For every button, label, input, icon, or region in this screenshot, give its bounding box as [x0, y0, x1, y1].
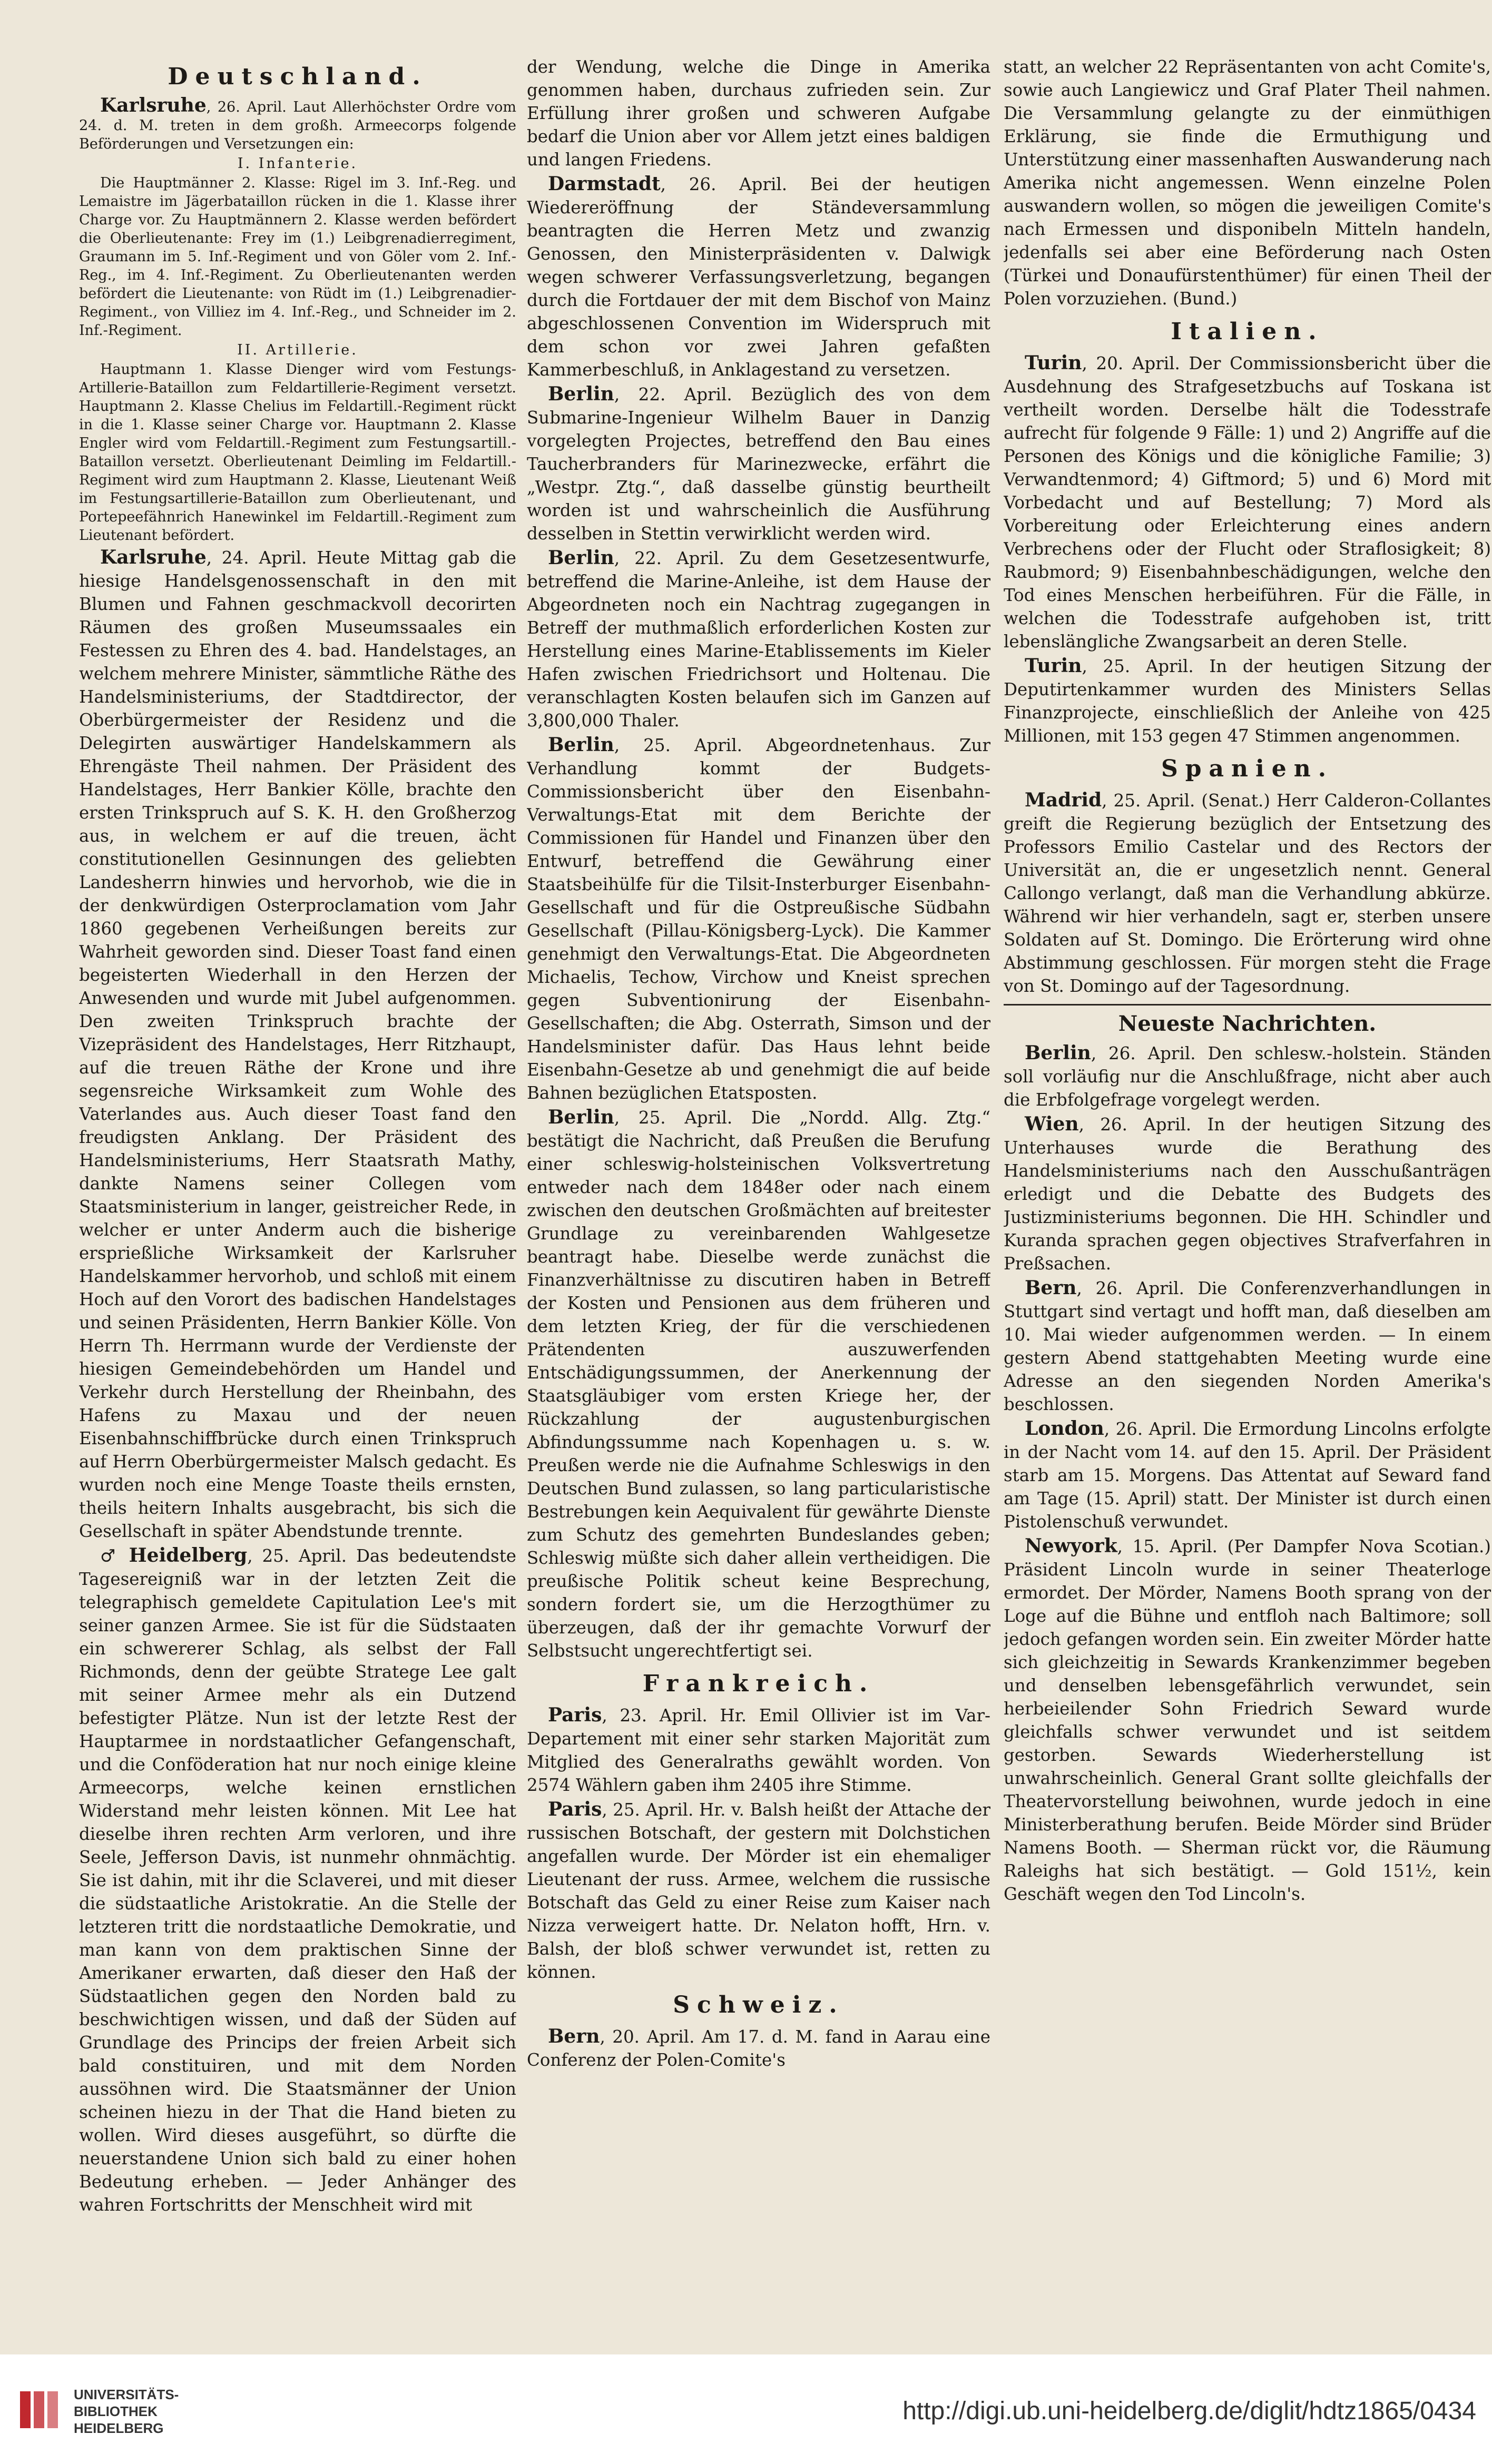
column-1 — [79, 55, 516, 2278]
article-berlin-latest: Berlin, 26. April. Den schlesw.-holstein. Ständen soll vorläufig nur die Anschlußfrage, nicht aber auch die Erbfolgefrage vorgelegt werden. — [1004, 1042, 1491, 1110]
article-paris-1: Paris, 23. April. Hr. Emil Ollivier ist im Var-Departement mit einer sehr starken Majorität zum Mitglied des Generalraths gewählt worden. Von 2574 Wählern gaben ihm 2405 ihre Stimme. — [527, 1704, 990, 1795]
article-bern-continuation: statt, an welcher 22 Repräsentanten von acht Comite's, sowie auch Langiewicz und Graf Plater Theil nahmen. Die Versammlung gelangte zu der einmüthigen Erklärung, sie finde die Ermuthigung und Unterstützung einer massenhaften Auswanderung nach Amerika nicht angemessen. Wenn einzelne Polen auswandern wollen, so mögen die jeweiligen Comite's nach Ermessen und disponibeln Mitteln handeln, jedenfalls sei aber eine Beförderung nach Osten (Türkei und Donaufürstenthümer) für einen Theil der Polen vorzuziehen. (Bund.) — [1004, 57, 1491, 309]
article-turin-2: Turin, 25. April. In der heutigen Sitzung der Deputirtenkammer wurden des Ministers Sellas Finanzprojecte, einschließlich der Anleihe von 425 Millionen, mit 153 gegen 47 Stimmen angenommen. — [1004, 655, 1491, 746]
dateline: Bern — [548, 2025, 600, 2047]
dateline: Berlin — [548, 734, 614, 756]
article-berlin-3: Berlin, 25. April. Abgeordnetenhaus. Zur Verhandlung kommt der Budgets-Commissionsbericht über den Eisenbahn-Verwaltungs-Etat mit dem Berichte der Commissionen für Handel und Finanzen über den Entwurf, betreffend die Gewährung einer Staatsbeihülfe für die Tilsit-Insterburger Eisenbahn-Gesellschaft und für die Ostpreußische Südbahn Gesellschaft (Pillau-Königsberg-Lyck). Die Kammer genehmigt den Verwaltungs-Etat. Die Abgeordneten Michaelis, Techow, Virchow und Kneist sprechen gegen Subventionirung der Eisenbahn-Gesellschaften; die Abg. Osterrath, Simson und der Handelsminister dafür. Das Haus lehnt beide Eisenbahn-Gesetze ab und genehmigt die auf beide Bahnen bezüglichen Etatsposten. — [527, 734, 990, 1103]
section-heading-frankreich: Frankreich. — [642, 1670, 875, 1697]
article-london: London, 26. April. Die Ermordung Lincolns erfolgte in der Nacht vom 14. auf den 15. April. Der Präsident starb am 15. Morgens. Das Attentat auf Seward fand am Tage (15. April) statt. Der Minister ist durch einen Pistolenschuß verwundet. — [1004, 1417, 1491, 1532]
section-heading-deutschland: Deutschland. — [168, 63, 428, 90]
dateline: Bern — [1025, 1277, 1077, 1299]
article-karlsruhe-1: Karlsruhe, 26. April. Laut Allerhöchster Ordre vom 24. d. M. treten in dem großh. Armeecorps folgende Beförderungen und Versetzungen ein: — [79, 94, 516, 152]
dateline: Madrid — [1025, 789, 1102, 811]
dateline: Turin — [1025, 655, 1082, 677]
article-continuation: der Wendung, welche die Dinge in Amerika genommen haben, durchaus zufrieden sein. Zur Erfüllung ihrer großen und schweren Aufgabe bedarf die Union aber vor Allem jetzt eines baldigen und langen Friedens. — [527, 57, 990, 170]
dateline: Karlsruhe — [100, 94, 207, 116]
dateline: Berlin — [548, 547, 614, 569]
column-2 — [527, 55, 990, 2278]
article-wien: Wien, 26. April. In der heutigen Sitzung des Unterhauses wurde die Berathung des Handelsministeriums nach den Ausschußanträgen erledigt und die Debatte des Budgets des Justizministeriums begonnen. Die HH. Schindler und Kuranda sprachen gegen objectives Strafverfahren in Preßsachen. — [1004, 1113, 1491, 1274]
dateline: Paris — [548, 1704, 602, 1726]
library-name: UNIVERSITÄTS- BIBLIOTHEK HEIDELBERG — [74, 2387, 179, 2436]
dateline: Paris — [548, 1798, 602, 1820]
dateline: Newyork — [1025, 1535, 1117, 1557]
article-karlsruhe-1-artillerie: Hauptmann 1. Klasse Dienger wird vom Festungs-Artillerie-Bataillon zum Feldartillerie-Regiment versetzt. Hauptmann 2. Klasse Chelius im Feldartill.-Regiment rückt in die 1. Klasse seiner Charge vor. Hauptmann 2. Klasse Engler wird vom Feldartill.-Regiment zum Festungsartill.-Bataillon versetzt. Oberlieutenant Deimling im Feldartill.-Regiment wird zum Hauptmann 2. Klasse, Lieutenant Weiß im Festungsartillerie-Bataillon zum Oberlieutenant, und Portepeefähnrich Hanewinkel im Feldartill.-Regiment zum Lieutenant befördert. — [79, 361, 516, 544]
dateline: Berlin — [548, 383, 614, 405]
article-turin-1: Turin, 20. April. Der Commissionsbericht über die Ausdehnung des Strafgesetzbuchs auf Toskana ist vertheilt worden. Derselbe hält die Todesstrafe aufrecht für folgende 9 Fälle: 1) und 2) Angriffe auf die Personen des Königs und die königliche Familie; 3) Verwandtenmord; 4) Giftmord; 5) und 6) Mord mit Vorbedacht und auf Bestellung; 7) Mord als Vorbereitung oder Erleichterung eines andern Verbrechens oder der Flucht oder Straflosigkeit; 8) Raubmord; 9) Eisenbahnbeschädigungen, welche den Tod eines Menschen herbeiführen. Für die Fälle, in welchen die Todesstrafe aufgehoben ist, tritt lebenslängliche Zwangsarbeit an deren Stelle. — [1004, 352, 1491, 652]
dateline: Turin — [1025, 352, 1082, 374]
section-heading-spanien: Spanien. — [1161, 755, 1334, 782]
dateline: Darmstadt — [548, 173, 661, 195]
subheading-artillerie: II. Artillerie. — [237, 342, 358, 358]
subheading-infanterie: I. Infanterie. — [237, 155, 358, 172]
dateline: London — [1025, 1417, 1104, 1440]
dateline: Heidelberg — [129, 1544, 248, 1566]
article-berlin-4: Berlin, 25. April. Die „Nordd. Allg. Ztg.“ bestätigt die Nachricht, daß Preußen die Berufung einer schleswig-holsteinischen Volksvertretung entweder nach dem 1848er oder nach einem zwischen den deutschen Großmächten auf breitester Grundlage zu vereinbarenden Wahlgesetze beantragt habe. Dieselbe werde zunächst die Finanzverhältnisse zu discutiren haben in Betreff der Kosten und Pensionen aus dem früheren und dem letzten Krieg, der für die verschiedenen Prätendenten auszuwerfenden Entschädigungssummen, der Anerkennung der Staatsgläubiger vom ersten Kriege her, der Rückzahlung der augustenburgischen Abfindungssumme nach Kopenhagen u. s. w. Preußen werde nie die Aufnahme Schleswigs in den Deutschen Bund zulassen, so lang particularistische Bestrebungen kein Aequivalent für gewährte Dienste zum Schutz des gemehrten Bundeslandes geben; Schleswig müßte sich daher allein vertheidigen. Die preußische Politik scheut keine Besprechung, sondern fordert sie, um die Herzogthümer zu überzeugen, daß der ihr gemachte Vorwurf der Selbstsucht ungerechtfertigt sei. — [527, 1106, 990, 1661]
article-berlin-1: Berlin, 22. April. Bezüglich des von dem Submarine-Ingenieur Wilhelm Bauer in Danzig vorgelegten Projectes, betreffend den Bau eines Taucherbranders für Marinezwecke, erfährt die „Westpr. Ztg.“, daß dasselbe günstig beurtheilt worden ist und wahrscheinlich die Ausführung desselben in Stettin verwirklicht werden wird. — [527, 383, 990, 544]
dateline: Berlin — [1025, 1042, 1091, 1064]
correspondent-mark: ♂ — [100, 1546, 120, 1566]
dateline: Berlin — [548, 1106, 614, 1128]
article-darmstadt: Darmstadt, 26. April. Bei der heutigen Wiedereröffnung der Ständeversammlung beantragten die Herren Metz und zwanzig Genossen, den Ministerpräsidenten v. Dalwigk wegen schwerer Verfassungsverletzung, begangen durch die Fortdauer der mit dem Bischof von Mainz abgeschlossenen Convention im Widerspruch mit dem schon vor zwei Jahren gefaßten Kammerbeschluß, in Anklagestand zu versetzen. — [527, 173, 990, 380]
article-paris-2: Paris, 25. April. Hr. v. Balsh heißt der Attache der russischen Botschaft, der gestern mit Dolchstichen angefallen wurde. Der Mörder ist ein ehemaliger Lieutenant der russ. Armee, welchem die russische Botschaft das Geld zu einer Reise zum Kaiser nach Nizza verweigert hatte. Dr. Nelaton hofft, Hrn. v. Balsh, der bloß schwer verwundet ist, retten zu können. — [527, 1798, 990, 1982]
dateline: Wien — [1025, 1113, 1079, 1135]
section-heading-neueste-nachrichten: Neueste Nachrichten. — [1004, 1004, 1491, 1037]
article-bern-2: Bern, 26. April. Die Conferenzverhandlungen in Stuttgart sind vertagt und hofft man, daß dieselben am 10. Mai wieder aufgenommen werden. — In einem gestern Abend stattgehabten Meeting wurde eine Adresse an den siegenden Norden Amerika's beschlossen. — [1004, 1277, 1491, 1414]
article-karlsruhe-1-infanterie: Die Hauptmänner 2. Klasse: Rigel im 3. Inf.-Reg. und Lemaistre im Jägerbataillon rücken in die 1. Klasse ihrer Charge vor. Zu Hauptmännern 2. Klasse werden befördert die Oberlieutenante: Frey im (1.) Leibgrenadierregiment, Graumann im 5. Inf.-Regiment und von Göler vom 2. Inf.-Reg., im 4. Inf.-Regiment. Zu Oberlieutenanten werden befördert die Lieutenante: von Rüdt im (1.) Leibgrenadier-Regiment., von Villiez im 4. Inf.-Reg., und Schneider im 2. Inf.-Regiment. — [79, 175, 516, 339]
article-madrid: Madrid, 25. April. (Senat.) Herr Calderon-Collantes greift die Regierung bezüglich der Entsetzung des Professors Emilio Castelar und des Rectors der Universität an, die er ungesetzlich nennt. General Callongo verlangt, daß man die Verhandlung abkürze. Während wir hier verhandeln, sagt er, sterben unsere Soldaten auf St. Domingo. Die Erörterung wird ohne Abstimmung geschlossen. Für morgen steht die Frage von St. Domingo auf der Tagesordnung. — [1004, 789, 1491, 996]
section-heading-italien: Italien. — [1171, 318, 1324, 345]
article-bern-1: Bern, 20. April. Am 17. d. M. fand in Aarau eine Conferenz der Polen-Comite's — [527, 2025, 990, 2070]
library-footer — [0, 2354, 1492, 2464]
article-newyork: Newyork, 15. April. (Per Dampfer Nova Scotian.) Präsident Lincoln wurde in seiner Theaterloge ermordet. Der Mörder, Namens Booth sprang von der Loge auf die Bühne und entfloh nach Baltimore; soll jedoch gefangen worden sein. Ein zweiter Mörder hatte sich gleichzeitig in Sewards Krankenzimmer begeben und denselben lebensgefährlich verwundet, sein herbeieilender Sohn Friedrich Seward wurde gleichfalls schwer verwundet und ist seitdem gestorben. Sewards Wiederherstellung ist unwahrscheinlich. General Grant sollte gleichfalls der Theatervorstellung beiwohnen, wurde jedoch in eine Ministerberathung berufen. Beide Mörder sind Brüder Namens Booth. — Sherman rückt vor, die Räumung Raleighs hat sich bestätigt. — Gold 151½, kein Geschäft wegen den Tod Lincoln's. — [1004, 1535, 1491, 1904]
article-berlin-2: Berlin, 22. April. Zu dem Gesetzesentwurfe, betreffend die Marine-Anleihe, ist dem Hause der Abgeordneten noch ein Nachtrag zugegangen in Betreff der muthmaßlich erforderlichen Kosten zur Herstellung eines Marine-Etablissements im Kieler Hafen zwischen Friedrichsort und Holtenau. Die veranschlagten Kosten belaufen sich im Ganzen auf 3,800,000 Thaler. — [527, 547, 990, 731]
dateline: Karlsruhe — [100, 546, 207, 568]
section-heading-schweiz: Schweiz. — [673, 1992, 845, 2018]
source-url-link[interactable]: http://digi.ub.uni-heidelberg.de/diglit/hdtz1865/0434 — [902, 2397, 1476, 2425]
article-karlsruhe-2: Karlsruhe, 24. April. Heute Mittag gab die hiesige Handelsgenossenschaft in den mit Blumen und Fahnen geschmackvoll decorirten Räumen des großen Museumssaales ein Festessen zu Ehren des 4. bad. Handelstages, an welchem mehrere Minister, sämmtliche Räthe des Handelsministeriums, der Stadtdirector, der Oberbürgermeister der Residenz und die Delegirten auswärtiger Handelskammern als Ehrengäste Theil nahmen. Der Präsident des Handelstages, Herr Bankier Kölle, brachte den ersten Trinkspruch auf S. K. H. den Großherzog aus, in welchem er auf die treuen, ächt constitutionellen Gesinnungen des geliebten Landesherrn hinwies und hervorhob, wie die in der denkwürdigen Osterproclamation vom Jahr 1860 gegebenen Verheißungen bereits zur Wahrheit geworden sind. Dieser Toast fand einen begeisterten Wiederhall in den Herzen der Anwesenden und wurde mit Jubel aufgenommen. Den zweiten Trinkspruch brachte der Vizepräsident des Handelstages, Herr Ritzhaupt, auf die treuen Räthe der Krone und ihre segensreiche Wirksamkeit zum Wohle des Vaterlandes aus. Auch dieser Toast fand den freudigsten Anklang. Der Präsident des Handelsministeriums, Herr Staatsrath Mathy, dankte Namens seiner Collegen vom Staatsministerium in langer, geistreicher Rede, in welcher er unter Anderm auch die bisherige ersprießliche Wirksamkeit der Karlsruher Handelskammer hervorhob, und schloß mit einem Hoch auf den Vorort des badischen Handelstages und seinen Präsidenten, Herrn Bankier Kölle. Von Herrn Th. Herrmann wurde der Verdienste der hiesigen Gemeindebehörden um Handel und Verkehr durch Herstellung der Rheinbahn, des Hafens zu Maxau und der neuen Eisenbahnschiffbrücke durch einen Trinkspruch auf Herrn Oberbürgermeister Malsch gedacht. Es wurden noch eine Menge Toaste theils ernsten, theils heitern Inhalts ausgebracht, bis sich die Gesellschaft in später Abendstunde trennte. — [79, 546, 516, 1541]
university-library-logo-icon — [16, 2386, 63, 2433]
column-3 — [1004, 55, 1491, 2278]
article-heidelberg: ♂ Heidelberg, 25. April. Das bedeutendste Tagesereigniß war in der letzten Zeit die telegraphisch gemeldete Capitulation Lee's mit seiner ganzen Armee. Sie ist für die Südstaaten ein schwererer Schlag, als selbst der Fall Richmonds, denn der geübte Stratege Lee galt mit seiner Armee mehr als ein Dutzend befestigter Plätze. Nun ist der letzte Rest der Hauptarmee in nordstaatlicher Gefangenschaft, und die Conföderation hat nur noch einige kleine Armeecorps, welche keinen ernstlichen Widerstand mehr leisten können. Mit Lee hat dieselbe ihren rechten Arm verloren, und ihre Seele, Jefferson Davis, ist nunmehr ohnmächtig. Sie ist dahin, mit ihr die Sclaverei, und mit dieser die südstaatliche Aristokratie. An die Stelle der letzteren tritt die nordstaatliche Demokratie, und man kann von dem praktischen Sinne der Amerikaner erwarten, daß dieser den Haß der Südstaatlichen gegen den Norden bald zu beschwichtigen wissen, und daß der Süden auf Grundlage des Princips der freien Arbeit sich bald constituiren, und mit dem Norden aussöhnen wird. Die Staatsmänner der Union scheinen hiezu in der That die Hand bieten zu wollen. Wird dieses ausgeführt, so dürfte die neuerstandene Union sich bald zu einer hohen Bedeutung erheben. — Jeder Anhänger des wahren Fortschritts der Menschheit wird mit — [79, 1544, 516, 2215]
